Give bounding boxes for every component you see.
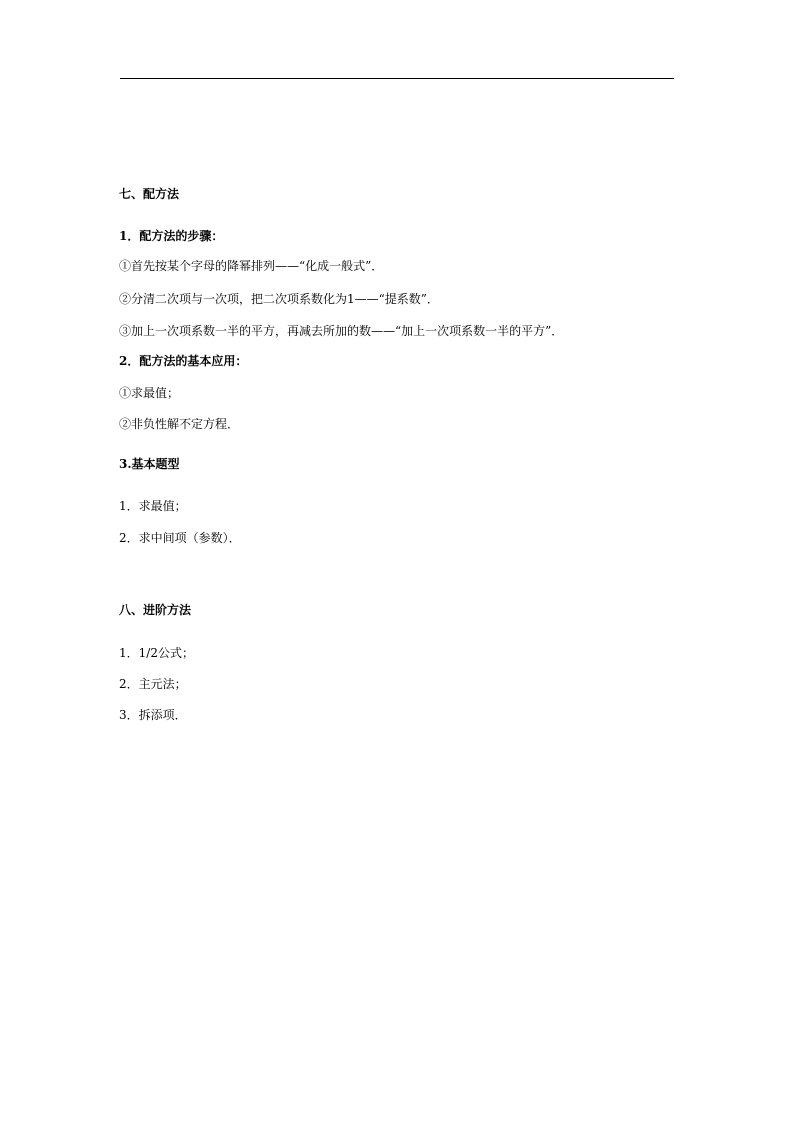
advanced-item-3: 3．拆添项．	[119, 708, 187, 722]
application-item-2: ②非负性解不定方程．	[119, 417, 240, 431]
type-item-1: 1．求最值；	[119, 499, 187, 513]
type-item-2: 2．求中间项（参数）．	[119, 531, 241, 545]
section-8-title: 八、进阶方法	[119, 603, 192, 617]
applications-heading: 2．配方法的基本应用：	[119, 354, 248, 368]
types-heading: 3.基本题型	[119, 457, 180, 471]
advanced-item-1: 1．1/2公式；	[119, 646, 194, 660]
steps-heading: 1．配方法的步骤：	[119, 229, 224, 243]
application-item-1: ①求最值；	[119, 386, 180, 400]
header-rule	[120, 78, 674, 79]
section-7-title: 七、配方法	[119, 187, 180, 201]
step-item-3: ③加上一次项系数一半的平方，再减去所加的数——“加上一次项系数一半的平方”．	[119, 324, 564, 338]
advanced-item-2: 2．主元法；	[119, 677, 187, 691]
step-item-1: ①首先按某个字母的降幂排列——“化成一般式”．	[119, 259, 384, 273]
step-item-2: ②分清二次项与一次项，把二次项系数化为1——“提系数”．	[119, 292, 439, 306]
